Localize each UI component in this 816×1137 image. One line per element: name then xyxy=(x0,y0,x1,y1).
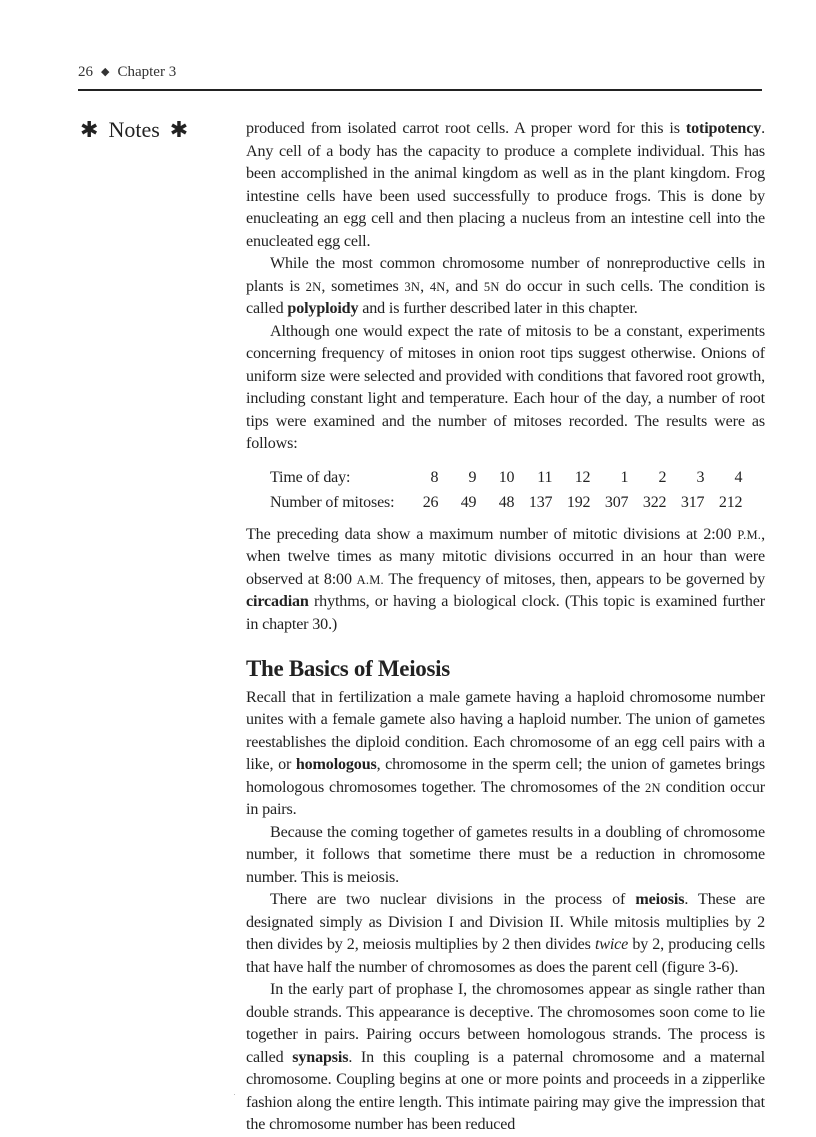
running-header xyxy=(78,64,762,81)
emphasis-twice: twice xyxy=(594,936,629,953)
paragraph: Although one would expect the rate of mitosis to be a constant, experiments concerning frequency of mitoses in onion root tips suggest otherwise. Onions of uniform size were selected and provided with conditions that favored root growth, including constant light and temperature. Each hour of the day, a number of root tips were examined and the number of mitoses recorded. The results were as follows: xyxy=(246,322,765,452)
table-cell: 2 xyxy=(658,468,667,486)
row-label: Number of mitoses: xyxy=(270,493,395,511)
body-text xyxy=(246,118,765,1137)
notes-label: Notes xyxy=(108,117,160,142)
section-heading: The Basics of Meiosis xyxy=(246,656,450,681)
table-cell: 137 xyxy=(528,493,553,511)
star-icon: ✱ xyxy=(169,117,189,142)
paragraph: Because the coming together of gametes results in a doubling of chromosome number, it follows that sometime there must be a reduction in chromosome number. This is meiosis. xyxy=(246,823,765,886)
star-icon: ✱ xyxy=(80,117,99,142)
notes-margin-label xyxy=(80,117,188,143)
table-cell: 26 xyxy=(422,493,439,511)
paragraph: The preceding data show a maximum number of mitotic divisions at 2:00 P.M., when twelve times as many mitotic divisions occurred in an hour than were observed at 8:00 A.M. The frequency of mitoses, then, appears to be governed by circadian rhythms, or having a biological clock. (This topic is examined further in chapter 30.) xyxy=(246,525,765,633)
table-cell: 10 xyxy=(498,468,515,486)
paragraph: Recall that in fertilization a male gamete having a haploid chromosome number unites with a female gamete also having a haploid number. The union of gametes reestablishes the diploid condition. Each chromosome of an egg cell pairs with a like, or homologous, chromosome in the sperm cell; the union of gametes brings homologous chromosomes together. The chromosomes of the 2N condition occur in pairs. xyxy=(246,688,765,818)
paragraph: In the early part of prophase I, the chromosomes appear as single rather than double strands. This appearance is deceptive. The chromosomes soon come to lie together in pairs. Pairing occurs between homologous strands. The process is called synapsis. In this coupling is a paternal chromosome and a maternal chromosome. Coupling begins at one or more points and proceeds in a zipperlike fashion along the entire length. This intimate pairing may give the impression that the chromosome number has been reduced xyxy=(246,981,765,1133)
term-circadian: circadian xyxy=(246,593,309,610)
page-number: 26 xyxy=(78,64,93,80)
table-row xyxy=(270,466,742,491)
term-meiosis: meiosis xyxy=(635,891,685,908)
table-cell: 4 xyxy=(734,468,743,486)
term-homologous: homologous xyxy=(295,756,377,773)
paragraph: produced from isolated carrot root cells. A proper word for this is totipotency. Any cell of a body has the capacity to produce a complete individual. This has been accomplished in the animal kingdom as well as in the plant kingdom. Frog intestine cells have been used successfully to produce frogs. This is done by enucleating an egg cell and then placing a nucleus from an intestine cell into the enucleated egg cell. xyxy=(246,120,765,250)
chapter-label: Chapter 3 xyxy=(117,64,177,80)
paragraph: While the most common chromosome number of nonreproductive cells in plants is 2N, sometimes 3N, 4N, and 5N do occur in such cells. The condition is called polyploidy and is further described later in this chapter. xyxy=(246,255,765,317)
table-cell: 317 xyxy=(680,493,705,511)
diamond-icon: ◆ xyxy=(101,66,110,78)
table-cell: 12 xyxy=(574,468,591,486)
term-synapsis: synapsis xyxy=(292,1048,349,1066)
mitosis-data-table xyxy=(270,466,742,516)
table-cell: 3 xyxy=(696,468,705,486)
term-totipotency: totipotency xyxy=(685,120,762,137)
paragraph: There are two nuclear divisions in the process of meiosis. These are designated simply as Division I and Division II. While mitosis multiplies by 2 then divides by 2, meiosis multiplies by 2 then divides twice by 2, producing cells that have half the number of chromosomes as does the parent cell (figure 3-6). xyxy=(246,891,766,976)
table-cell: 8 xyxy=(430,468,439,486)
table-cell: 322 xyxy=(642,493,667,511)
table-cell: 212 xyxy=(718,493,743,511)
table-cell: 192 xyxy=(566,493,591,511)
table-cell: 49 xyxy=(460,493,477,511)
table-cell: 1 xyxy=(620,468,629,486)
table-cell: 307 xyxy=(604,493,629,511)
table-cell: 9 xyxy=(468,468,477,486)
table-cell: 11 xyxy=(537,468,553,486)
crop-mark xyxy=(234,1094,235,1095)
table-cell: 48 xyxy=(498,493,515,511)
header-rule xyxy=(78,89,762,91)
term-polyploidy: polyploidy xyxy=(287,300,359,317)
table-row xyxy=(270,491,742,516)
row-label: Time of day: xyxy=(270,468,351,486)
